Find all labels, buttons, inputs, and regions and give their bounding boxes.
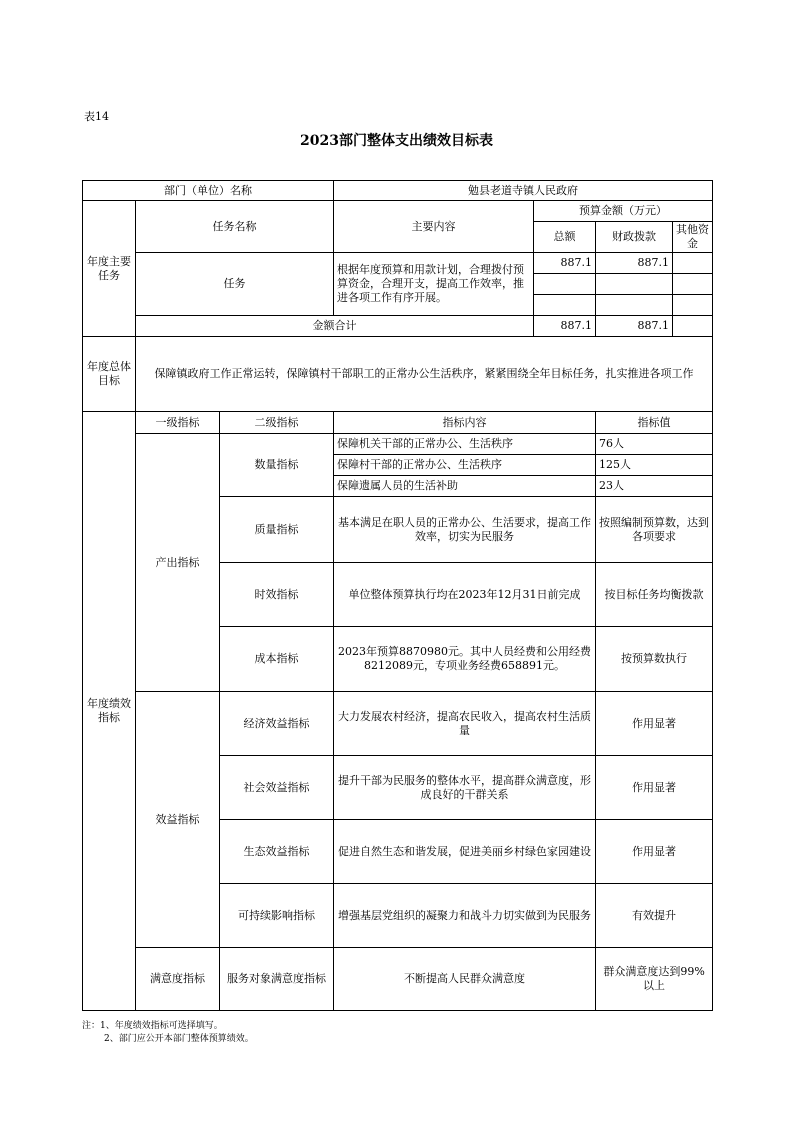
empty-cell <box>673 274 713 295</box>
annual-task-label: 年度主要任务 <box>83 201 136 337</box>
empty-cell <box>673 295 713 316</box>
note-1: 注：1、年度绩效指标可选择填写。 <box>82 1021 223 1031</box>
timeliness-value: 按目标任务均衡拨款 <box>596 563 713 627</box>
timeliness-indicator-label: 时效指标 <box>220 563 334 627</box>
task-name: 任务 <box>136 253 334 316</box>
overall-goal-text: 保障镇政府工作正常运转，保障镇村干部职工的正常办公生活秩序，紧紧围绕全年目标任务，扎实推进各项工作 <box>136 337 713 412</box>
note-2: 2、部门应公开本部门整体预算绩效。 <box>104 1034 254 1044</box>
economic-content: 大力发展农村经济，提高农民收入，提高农村生活质量 <box>334 692 596 756</box>
indicator-value-header: 指标值 <box>596 412 713 434</box>
satisfaction-sub-label: 服务对象满意度指标 <box>220 948 334 1011</box>
empty-cell <box>596 295 673 316</box>
sustainable-indicator-label: 可持续影响指标 <box>220 884 334 948</box>
task-total: 887.1 <box>534 253 596 274</box>
indicator-content-header: 指标内容 <box>334 412 596 434</box>
sum-total: 887.1 <box>534 316 596 337</box>
sum-other <box>673 316 713 337</box>
quantity-indicator-label: 数量指标 <box>220 434 334 497</box>
table-number: 表14 <box>84 110 109 123</box>
content-header: 主要内容 <box>334 201 534 253</box>
social-content: 提升干部为民服务的整体水平，提高群众满意度，形成良好的干群关系 <box>334 756 596 820</box>
level1-header: 一级指标 <box>136 412 220 434</box>
total-header: 总额 <box>534 222 596 253</box>
task-name-header: 任务名称 <box>136 201 334 253</box>
notes <box>82 1020 254 1046</box>
quantity-value-1: 76人 <box>596 434 713 455</box>
satisfaction-value: 群众满意度达到99%以上 <box>596 948 713 1011</box>
quantity-content-1: 保障机关干部的正常办公、生活秩序 <box>334 434 596 455</box>
level2-header: 二级指标 <box>220 412 334 434</box>
sustainable-value: 有效提升 <box>596 884 713 948</box>
social-value: 作用显著 <box>596 756 713 820</box>
page-title: 2023部门整体支出绩效目标表 <box>300 133 493 149</box>
benefit-indicator-label: 效益指标 <box>136 692 220 948</box>
quantity-content-2: 保障村干部的正常办公、生活秩序 <box>334 455 596 476</box>
economic-value: 作用显著 <box>596 692 713 756</box>
indicator-label: 年度绩效指标 <box>83 412 136 1011</box>
other-header: 其他资金 <box>673 222 713 253</box>
satisfaction-content: 不断提高人民群众满意度 <box>334 948 596 1011</box>
ecological-indicator-label: 生态效益指标 <box>220 820 334 884</box>
quality-content: 基本满足在职人员的正常办公、生活要求，提高工作效率，切实为民服务 <box>334 497 596 563</box>
overall-goal-label: 年度总体目标 <box>83 337 136 412</box>
empty-cell <box>534 295 596 316</box>
cost-indicator-label: 成本指标 <box>220 627 334 692</box>
dept-name: 勉县老道寺镇人民政府 <box>334 181 713 201</box>
output-indicator-label: 产出指标 <box>136 434 220 692</box>
sum-label: 金额合计 <box>136 316 534 337</box>
task-content: 根据年度预算和用款计划，合理拨付预算资金，合理开支，提高工作效率，推进各项工作有序开展。 <box>334 253 534 316</box>
quality-value: 按照编制预算数，达到各项要求 <box>596 497 713 563</box>
ecological-value: 作用显著 <box>596 820 713 884</box>
economic-indicator-label: 经济效益指标 <box>220 692 334 756</box>
cost-value: 按预算数执行 <box>596 627 713 692</box>
task-fiscal: 887.1 <box>596 253 673 274</box>
timeliness-content: 单位整体预算执行均在2023年12月31日前完成 <box>334 563 596 627</box>
quantity-value-3: 23人 <box>596 476 713 497</box>
social-indicator-label: 社会效益指标 <box>220 756 334 820</box>
cost-content: 2023年预算8870980元。其中人员经费和公用经费8212089元，专项业务经费658891元。 <box>334 627 596 692</box>
quantity-content-3: 保障遗属人员的生活补助 <box>334 476 596 497</box>
sustainable-content: 增强基层党组织的凝聚力和战斗力切实做到为民服务 <box>334 884 596 948</box>
empty-cell <box>534 274 596 295</box>
empty-cell <box>596 274 673 295</box>
performance-table <box>82 180 713 1011</box>
sum-fiscal: 887.1 <box>596 316 673 337</box>
quality-indicator-label: 质量指标 <box>220 497 334 563</box>
dept-label: 部门（单位）名称 <box>83 181 334 201</box>
task-other <box>673 253 713 274</box>
satisfaction-indicator-label: 满意度指标 <box>136 948 220 1011</box>
ecological-content: 促进自然生态和谐发展，促进美丽乡村绿色家园建设 <box>334 820 596 884</box>
budget-header: 预算金额（万元） <box>534 201 713 222</box>
quantity-value-2: 125人 <box>596 455 713 476</box>
fiscal-header: 财政拨款 <box>596 222 673 253</box>
